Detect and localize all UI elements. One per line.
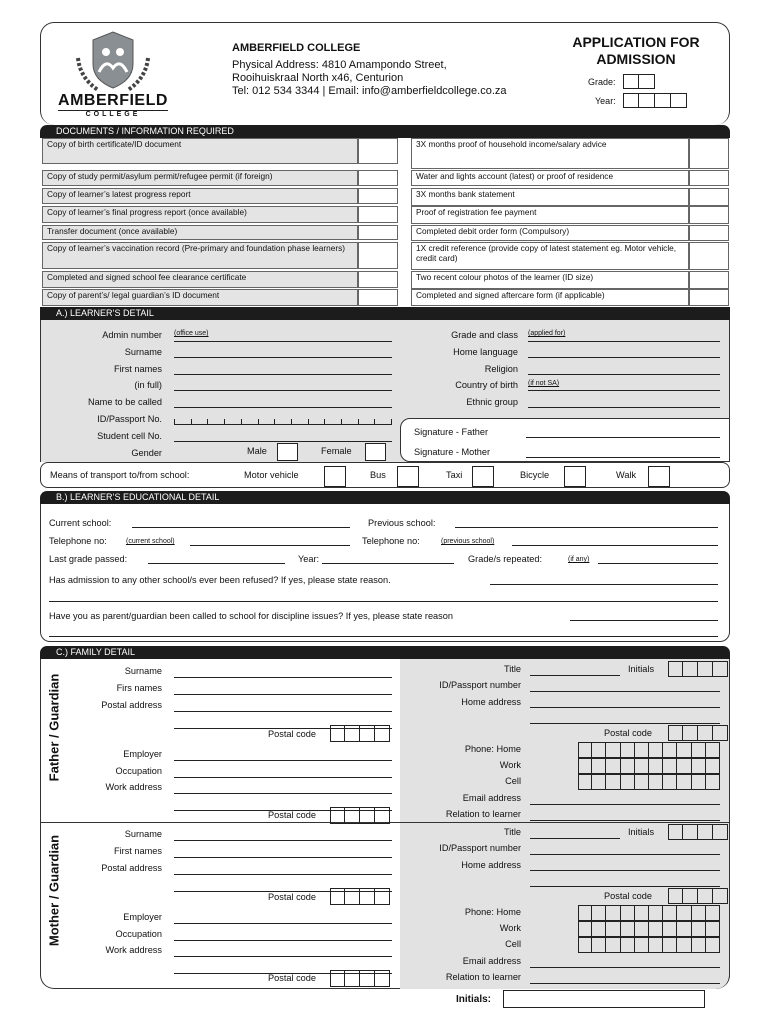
mother-phone-grid[interactable]	[578, 937, 720, 953]
mother-work-postal-code-label: Postal code	[268, 973, 317, 983]
mother-home-address-field[interactable]	[530, 870, 720, 871]
previous-school-field[interactable]	[455, 527, 718, 528]
document-required-left: Copy of learner’s vaccination record (Pre-primary and foundation phase learners)	[42, 242, 358, 269]
mother-left-field[interactable]	[174, 840, 392, 841]
mother-relation-field[interactable]	[530, 983, 720, 984]
document-required-left: Copy of learner’s final progress report (once available)	[42, 206, 358, 223]
current-school-label: Current school:	[49, 518, 112, 528]
mother-work-label: Work address	[105, 945, 162, 955]
father-guardian-label: Father / Guardian	[46, 673, 62, 782]
father-home-address-field-2[interactable]	[530, 723, 720, 724]
id-passport-label: ID/Passport No.	[97, 414, 162, 424]
mother-left-field[interactable]	[174, 857, 392, 858]
document-checkbox-left[interactable]	[358, 242, 398, 269]
first-names-field[interactable]	[174, 374, 392, 375]
telephone-previous-field[interactable]	[512, 545, 718, 546]
male-checkbox[interactable]	[277, 443, 298, 461]
transport-walk-checkbox[interactable]	[648, 466, 670, 487]
country-birth-label: Country of birth	[455, 380, 518, 390]
id-digit-tick	[308, 419, 309, 425]
id-digit-tick	[207, 419, 208, 425]
id-digit-tick	[341, 419, 342, 425]
mother-email-field[interactable]	[530, 967, 720, 968]
year-label: Year:	[595, 96, 616, 106]
ethnic-group-field[interactable]	[528, 407, 720, 408]
transport-motor-label: Motor vehicle	[244, 470, 299, 480]
name-called-field[interactable]	[174, 407, 392, 408]
document-required-right: 3X months bank statement	[411, 188, 689, 206]
grades-repeated-field[interactable]	[598, 563, 718, 564]
learner-section-title: A.) LEARNER’S DETAIL	[40, 307, 730, 320]
father-initials-grid[interactable]	[668, 661, 728, 677]
mother-work-field[interactable]	[174, 940, 392, 941]
father-work-label: Occupation	[115, 766, 162, 776]
mother-left-field[interactable]	[174, 874, 392, 875]
document-checkbox-left[interactable]	[358, 225, 398, 240]
mother-work-field[interactable]	[174, 956, 392, 957]
father-left-label: Surname	[124, 666, 162, 676]
document-required-right: Completed and signed aftercare form (if applicable)	[411, 289, 689, 306]
father-home-address-field[interactable]	[530, 707, 720, 708]
form-title-1: APPLICATION FOR	[572, 34, 700, 50]
admin-number-field[interactable]	[174, 341, 392, 342]
document-required-left: Copy of study permit/asylum permit/refugee permit (if foreign)	[42, 170, 358, 186]
father-right-label: ID/Passport number	[439, 680, 521, 690]
current-school-field[interactable]	[132, 527, 350, 528]
id-digit-tick	[258, 419, 259, 425]
signature-father-label: Signature - Father	[414, 427, 489, 437]
home-language-field[interactable]	[528, 357, 720, 358]
school-contact: Tel: 012 534 3344 | Email: info@amberfieldcollege.co.za	[232, 85, 507, 97]
mother-work-label: Employer	[123, 912, 162, 922]
mother-left-label: Surname	[124, 829, 162, 839]
document-required-right: 3X months proof of household income/salary advice	[411, 138, 689, 169]
mother-work-postal-code-grid[interactable]	[330, 970, 390, 987]
father-work-label: Work address	[105, 782, 162, 792]
mother-home-postal-code-label: Postal code	[604, 891, 653, 901]
document-required-left: Copy of learner’s latest progress report	[42, 188, 358, 204]
father-phone-grid[interactable]	[578, 742, 720, 758]
document-checkbox-left[interactable]	[358, 289, 398, 306]
mother-left-label: Postal address	[101, 863, 162, 873]
transport-bicycle-checkbox[interactable]	[564, 466, 586, 487]
mother-right-label: ID/Passport number	[439, 843, 521, 853]
education-section-title: B.) LEARNER’S EDUCATIONAL DETAIL	[40, 491, 730, 504]
grade-label: Grade:	[588, 77, 616, 87]
previous-school-label: Previous school:	[368, 518, 436, 528]
initials-footer-field[interactable]	[503, 990, 705, 1008]
father-relation-field[interactable]	[530, 820, 720, 821]
father-work-field[interactable]	[174, 777, 392, 778]
id-digit-tick	[374, 419, 375, 425]
discipline-question: Have you as parent/guardian been called to school for discipline issues? If yes, please state reason	[49, 611, 453, 621]
id-digit-tick	[391, 419, 392, 425]
father-phone-label: Phone: Home	[464, 744, 521, 754]
grade-class-field[interactable]	[528, 341, 720, 342]
document-required-right: Completed debit order form (Compulsory)	[411, 225, 689, 241]
father-home-postal-code-label: Postal code	[604, 728, 653, 738]
family-section-title: C.) FAMILY DETAIL	[40, 646, 730, 659]
document-checkbox-left[interactable]	[358, 206, 398, 223]
year-field[interactable]	[322, 563, 454, 564]
signature-father-field[interactable]	[526, 437, 720, 438]
male-label: Male	[247, 446, 267, 456]
document-checkbox-left[interactable]	[358, 170, 398, 186]
telephone-current-field[interactable]	[190, 545, 350, 546]
mother-initials-label: Initials	[628, 827, 655, 837]
transport-taxi-label: Taxi	[446, 470, 463, 480]
signature-mother-field[interactable]	[526, 457, 720, 458]
mother-home-address-field-2[interactable]	[530, 886, 720, 887]
female-checkbox[interactable]	[365, 443, 386, 461]
id-digit-tick	[291, 419, 292, 425]
applied-for-note: (applied for)	[528, 330, 566, 337]
father-postal-code-grid[interactable]	[330, 725, 390, 742]
father-work-label: Employer	[123, 749, 162, 759]
id-digit-tick	[358, 419, 359, 425]
initials-footer-label: Initials:	[456, 994, 492, 1005]
document-checkbox-right[interactable]	[689, 225, 729, 241]
previous-school-note: (previous school)	[441, 538, 495, 545]
grade-box[interactable]	[623, 74, 655, 89]
religion-field[interactable]	[528, 374, 720, 375]
transport-bus-checkbox[interactable]	[397, 466, 419, 487]
father-email-label: Email address	[462, 793, 521, 803]
mother-email-label: Email address	[462, 956, 521, 966]
telephone-previous-label: Telephone no:	[362, 536, 420, 546]
father-left-field[interactable]	[174, 711, 392, 712]
surname-field[interactable]	[174, 357, 392, 358]
father-work-postal-code-label: Postal code	[268, 810, 317, 820]
father-phone-label: Work	[499, 760, 521, 770]
document-required-left: Copy of parent’s/ legal guardian’s ID document	[42, 289, 358, 306]
document-required-right: Two recent colour photos of the learner (ID size)	[411, 271, 689, 289]
discipline-field-2[interactable]	[49, 636, 718, 637]
father-left-field[interactable]	[174, 694, 392, 695]
mother-left-label: First names	[114, 846, 162, 856]
admin-number-label: Admin number	[102, 330, 162, 340]
year-box[interactable]	[623, 93, 687, 108]
surname-label: Surname	[124, 347, 162, 357]
document-required-right: Proof of registration fee payment	[411, 206, 689, 224]
document-checkbox-right[interactable]	[689, 138, 729, 169]
father-home-postal-code-grid[interactable]	[668, 725, 728, 741]
signature-mother-label: Signature - Mother	[414, 447, 491, 457]
mother-phone-label: Cell	[505, 939, 521, 949]
father-left-field[interactable]	[174, 677, 392, 678]
religion-label: Religion	[484, 364, 518, 374]
document-required-left: Transfer document (once available)	[42, 225, 358, 240]
document-checkbox-right[interactable]	[689, 242, 729, 270]
document-checkbox-right[interactable]	[689, 206, 729, 224]
admission-refused-field[interactable]	[490, 584, 718, 585]
in-full-label: (in full)	[134, 380, 162, 390]
id-digit-tick	[324, 419, 325, 425]
father-right-label: Home address	[461, 697, 521, 707]
grade-class-label: Grade and class	[451, 330, 518, 340]
father-email-field[interactable]	[530, 804, 720, 805]
last-grade-field[interactable]	[148, 563, 285, 564]
mother-initials-grid[interactable]	[668, 824, 728, 840]
transport-label: Means of transport to/from school:	[50, 470, 190, 480]
transport-taxi-checkbox[interactable]	[472, 466, 494, 487]
document-checkbox-right[interactable]	[689, 170, 729, 186]
mother-id-field[interactable]	[530, 854, 720, 855]
mother-home-postal-code-grid[interactable]	[668, 888, 728, 904]
mother-right-label: Title	[503, 827, 521, 837]
transport-walk-label: Walk	[616, 470, 637, 480]
first-names-field-2[interactable]	[174, 390, 392, 391]
father-work-field[interactable]	[174, 793, 392, 794]
admission-refused-question: Has admission to any other school/s ever been refused? If yes, please state reason.	[49, 575, 391, 585]
mother-work-label: Occupation	[115, 929, 162, 939]
gender-label: Gender	[131, 448, 162, 458]
id-digit-tick	[274, 419, 275, 425]
id-passport-field[interactable]	[174, 417, 392, 425]
id-digit-tick	[174, 419, 175, 425]
form-title-2: ADMISSION	[596, 51, 676, 67]
year-label-edu: Year:	[298, 554, 320, 564]
mother-title-field[interactable]	[530, 838, 620, 839]
if-not-sa-note: (if not SA)	[528, 380, 560, 387]
mother-postal-code-grid[interactable]	[330, 888, 390, 905]
mother-phone-label: Phone: Home	[464, 907, 521, 917]
college-logo	[58, 28, 168, 120]
document-required-left: Completed and signed school fee clearance certificate	[42, 271, 358, 288]
student-cell-field[interactable]	[174, 441, 392, 442]
mother-guardian-label: Mother / Guardian	[46, 834, 62, 947]
document-required-right: Water and lights account (latest) or proof of residence	[411, 170, 689, 186]
first-names-label: First names	[114, 364, 162, 374]
logo-subtext: COLLEGE	[85, 111, 141, 118]
mother-work-field[interactable]	[174, 923, 392, 924]
transport-bicycle-label: Bicycle	[520, 470, 550, 480]
father-initials-label: Initials	[628, 664, 655, 674]
telephone-current-label: Telephone no:	[49, 536, 107, 546]
father-right-label: Title	[503, 664, 521, 674]
document-checkbox-right[interactable]	[689, 271, 729, 289]
last-grade-label: Last grade passed:	[49, 554, 128, 564]
transport-motor-checkbox[interactable]	[324, 466, 346, 487]
document-checkbox-left[interactable]	[358, 188, 398, 204]
discipline-field[interactable]	[570, 620, 718, 621]
ethnic-group-label: Ethnic group	[466, 397, 518, 407]
transport-bus-label: Bus	[370, 470, 386, 480]
father-postal-code-label: Postal code	[268, 729, 317, 739]
mother-right-label: Home address	[461, 860, 521, 870]
mother-postal-code-label: Postal code	[268, 892, 317, 902]
documents-section-title: DOCUMENTS / INFORMATION REQUIRED	[40, 125, 730, 138]
name-called-label: Name to be called	[87, 397, 162, 407]
id-digit-tick	[241, 419, 242, 425]
country-birth-field[interactable]	[528, 390, 720, 391]
document-checkbox-right[interactable]	[689, 289, 729, 306]
father-id-field[interactable]	[530, 691, 720, 692]
school-name: AMBERFIELD COLLEGE	[232, 42, 361, 54]
document-checkbox-right[interactable]	[689, 188, 729, 206]
if-any-note: (if any)	[568, 556, 590, 563]
father-phone-label: Cell	[505, 776, 521, 786]
female-label: Female	[321, 446, 352, 456]
document-checkbox-left[interactable]	[358, 271, 398, 288]
father-phone-grid[interactable]	[578, 758, 720, 774]
mother-relation-label: Relation to learner	[445, 972, 521, 982]
father-phone-grid[interactable]	[578, 774, 720, 790]
student-cell-label: Student cell No.	[97, 431, 162, 441]
father-work-field[interactable]	[174, 760, 392, 761]
document-checkbox-left[interactable]	[358, 138, 398, 164]
mother-phone-grid[interactable]	[578, 905, 720, 921]
office-use-note: (office use)	[174, 330, 209, 337]
school-address-2: Rooihuiskraal North x46, Centurion	[232, 72, 404, 84]
current-school-note: (current school)	[126, 538, 175, 545]
mother-phone-grid[interactable]	[578, 921, 720, 937]
father-title-field[interactable]	[530, 675, 620, 676]
school-address-1: Physical Address: 4810 Amampondo Street,	[232, 59, 447, 71]
id-digit-tick	[224, 419, 225, 425]
father-left-label: Firs names	[116, 683, 162, 693]
father-relation-label: Relation to learner	[445, 809, 521, 819]
grades-repeated-label: Grade/s repeated:	[468, 554, 543, 564]
crest-icon	[58, 28, 168, 96]
mother-phone-label: Work	[499, 923, 521, 933]
logo-text: AMBERFIELD	[58, 92, 168, 109]
document-required-right: 1X credit reference (provide copy of latest statement eg. Motor vehicle, credit card)	[411, 242, 689, 270]
document-required-left: Copy of birth certificate/ID document	[42, 138, 358, 164]
home-language-label: Home language	[453, 347, 518, 357]
admission-refused-field-2[interactable]	[49, 601, 718, 602]
id-digit-tick	[191, 419, 192, 425]
father-work-postal-code-grid[interactable]	[330, 807, 390, 824]
father-left-label: Postal address	[101, 700, 162, 710]
